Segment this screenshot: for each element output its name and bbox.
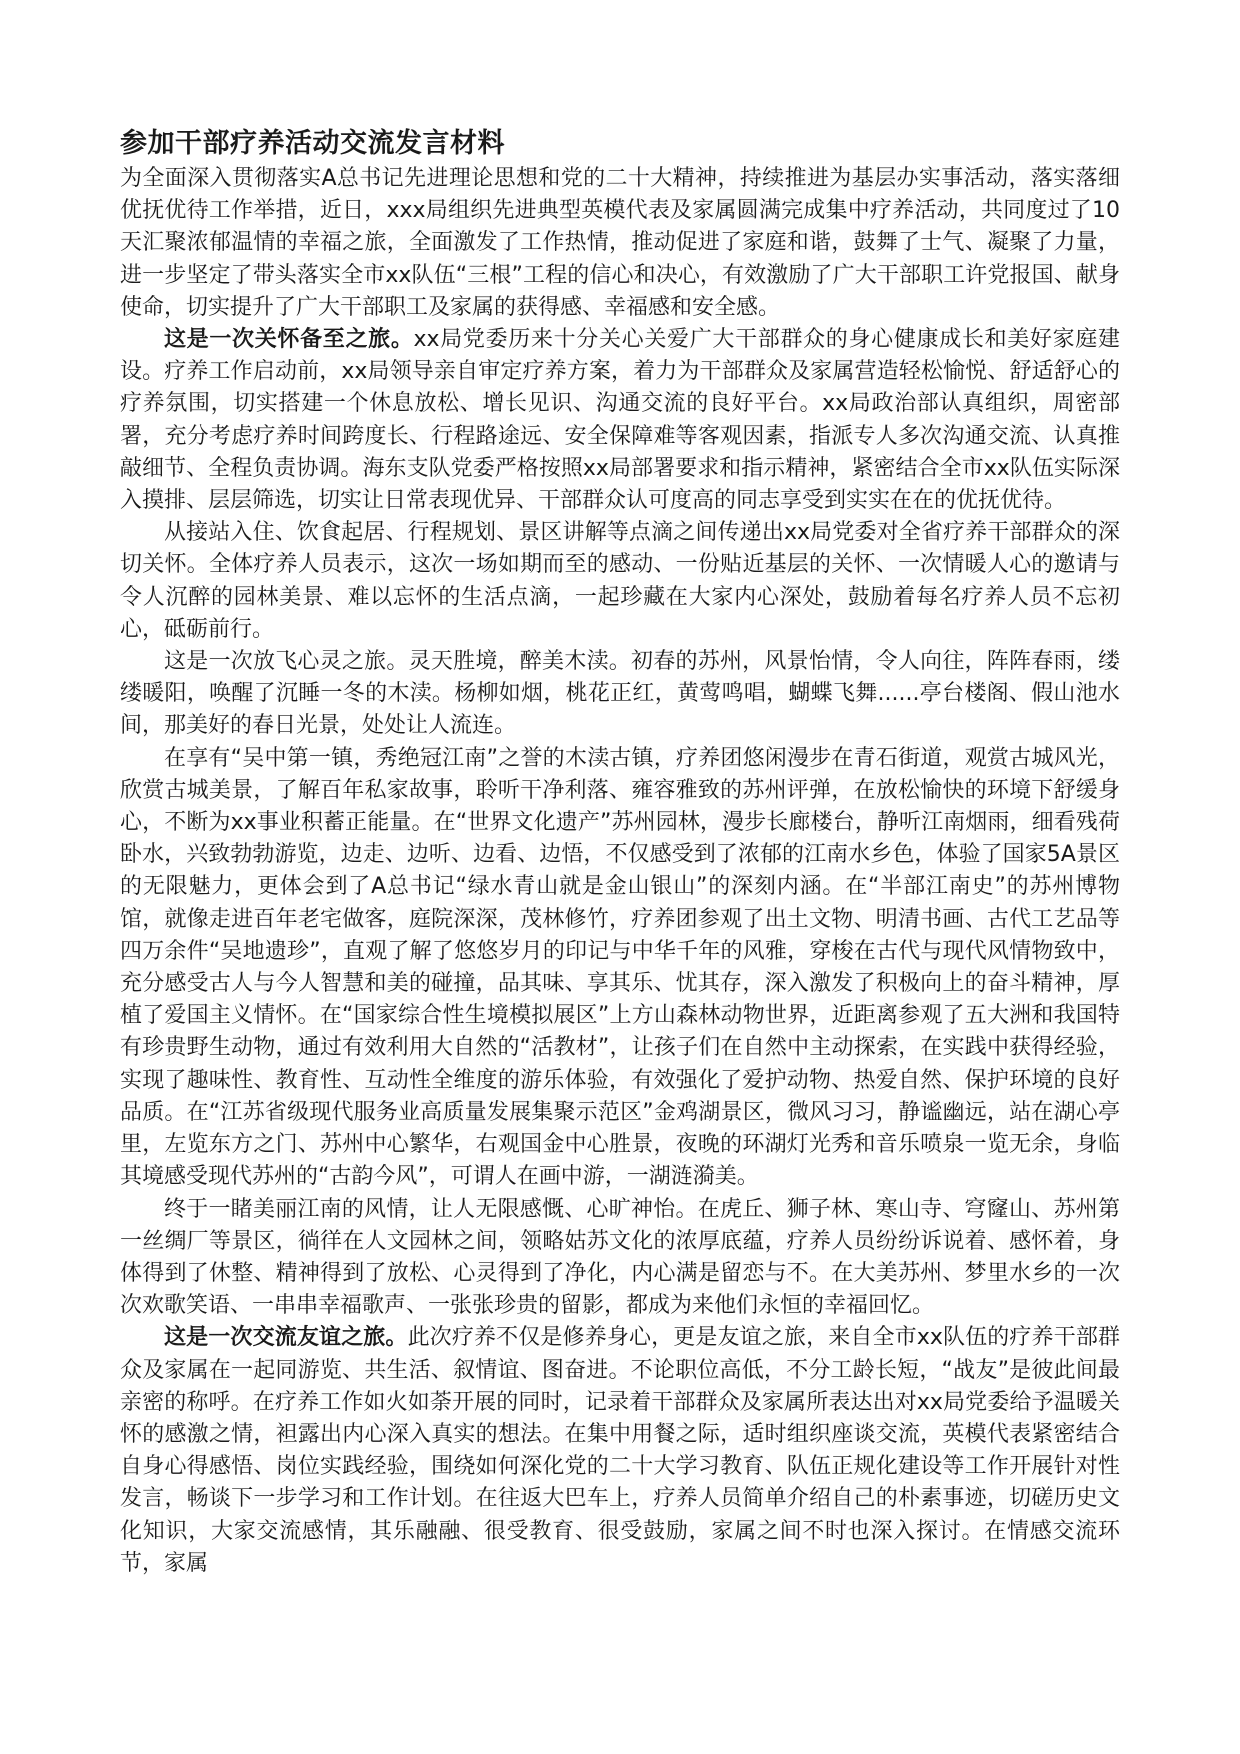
paragraph	[120, 517, 1120, 646]
paragraph	[120, 163, 1120, 324]
paragraph-text: 此次疗养不仅是修养身心，更是友谊之旅，来自全市xx队伍的疗养干部群众及家属在一起同游览、共生活、叙情谊、图奋进。不论职位高低，不分工龄长短，“战友”是彼此间最亲密的称呼。在疗养工作如火如荼开展的同时，记录着干部群众及家属所表达出对xx局党委给予温暖关怀的感激之情，袒露出内心深入真实的想法。在集中用餐之际，适时组织座谈交流，英模代表紧密结合自身心得感悟、岗位实践经验，围绕如何深化党的二十大学习教育、队伍正规化建设等工作开展针对性发言，畅谈下一步学习和工作计划。在往返大巴车上，疗养人员简单介绍自己的朴素事迹，切磋历史文化知识，大家交流感情，其乐融融、很受教育、很受鼓励，家属之间不时也深入探讨。在情感交流环节，家属	[120, 1325, 1120, 1576]
paragraph-text: 在享有“吴中第一镇，秀绝冠江南”之誉的木渎古镇，疗养团悠闲漫步在青石街道，观赏古城风光，欣赏古城美景，了解百年私家故事，聆听干净利落、雍容雅致的苏州评弹，在放松愉快的环境下舒缓身心，不断为xx事业积蓄正能量。在“世界文化遗产”苏州园林，漫步长廊楼台，静听江南烟雨，细看残荷卧水，兴致勃勃游览，边走、边听、边看、边悟，不仅感受到了浓郁的江南水乡色，体验了国家5A景区的无限魅力，更体会到了A总书记“绿水青山就是金山银山”的深刻内涵。在“半部江南史”的苏州博物馆，就像走进百年老宅做客，庭院深深，茂林修竹，疗养团参观了出土文物、明清书画、古代工艺品等四万余件“吴地遗珍”，直观了解了悠悠岁月的印记与中华千年的风雅，穿梭在古代与现代风情物致中，充分感受古人与今人智慧和美的碰撞，品其味、享其乐、忧其存，深入激发了积极向上的奋斗精神，厚植了爱国主义情怀。在“国家综合性生境模拟展区”上方山森林动物世界，近距离参观了五大洲和我国特有珍贵野生动物，通过有效利用大自然的“活教材”，让孩子们在自然中主动探索，在实践中获得经验，实现了趣味性、教育性、互动性全维度的游乐体验，有效强化了爱护动物、热爱自然、保护环境的良好品质。在“江苏省级现代服务业高质量发展集聚示范区”金鸡湖景区，微风习习，静谧幽远，站在湖心亭里，左览东方之门、苏州中心繁华，右观国金中心胜景，夜晚的环湖灯光秀和音乐喷泉一览无余，身临其境感受现代苏州的“古韵今风”，可谓人在画中游，一湖涟漪美。	[120, 745, 1120, 1190]
paragraph	[120, 1194, 1120, 1323]
paragraph-lead: 这是一次交流友谊之旅。	[164, 1325, 408, 1351]
document-body	[120, 163, 1120, 1580]
paragraph-text: xx局党委历来十分关心关爱广大干部群众的身心健康成长和美好家庭建设。疗养工作启动前，xx局领导亲自审定疗养方案，着力为干部群众及家属营造轻松愉悦、舒适舒心的疗养氛围，切实搭建一个休息放松、增长见识、沟通交流的良好平台。xx局政治部认真组织，周密部署，充分考虑疗养时间跨度长、行程路途远、安全保障难等客观因素，指派专人多次沟通交流、认真推敲细节、全程负责协调。海东支队党委严格按照xx局部署要求和指示精神，紧密结合全市xx队伍实际深入摸排、层层筛选，切实让日常表现优异、干部群众认可度高的同志享受到实实在在的优抚优待。	[120, 327, 1120, 514]
paragraph-text: 这是一次放飞心灵之旅。灵天胜境，醉美木渎。初春的苏州，风景怡情，令人向往，阵阵春雨，缕缕暖阳，唤醒了沉睡一冬的木渎。杨柳如烟，桃花正红，黄莺鸣唱，蝴蝶飞舞......亭台楼阁、假山池水间，那美好的春日光景，处处让人流连。	[120, 649, 1120, 739]
paragraph-text: 为全面深入贯彻落实A总书记先进理论思想和党的二十大精神，持续推进为基层办实事活动，落实落细优抚优待工作举措，近日，xxx局组织先进典型英模代表及家属圆满完成集中疗养活动，共同度过了10天汇聚浓郁温情的幸福之旅，全面激发了工作热情，推动促进了家庭和谐，鼓舞了士气、凝聚了力量，进一步坚定了带头落实全市xx队伍“三根”工程的信心和决心，有效激励了广大干部职工许党报国、献身使命，切实提升了广大干部职工及家属的获得感、幸福感和安全感。	[120, 166, 1120, 320]
paragraph	[120, 324, 1120, 517]
document-title: 参加干部疗养活动交流发言材料	[120, 128, 505, 159]
document-page	[120, 125, 1120, 1580]
paragraph	[120, 1322, 1120, 1580]
paragraph	[120, 646, 1120, 743]
paragraph-text: 终于一睹美丽江南的风情，让人无限感慨、心旷神怡。在虎丘、狮子林、寒山寺、穹窿山、苏州第一丝绸厂等景区，徜徉在人文园林之间，领略姑苏文化的浓厚底蕴，疗养人员纷纷诉说着、感怀着，身体得到了休整、精神得到了放松、心灵得到了净化，内心满是留恋与不。在大美苏州、梦里水乡的一次次欢歌笑语、一串串幸福歌声、一张张珍贵的留影，都成为来他们永恒的幸福回忆。	[120, 1196, 1120, 1319]
paragraph-text: 从接站入住、饮食起居、行程规划、景区讲解等点滴之间传递出xx局党委对全省疗养干部群众的深切关怀。全体疗养人员表示，这次一场如期而至的感动、一份贴近基层的关怀、一次情暖人心的邀请与令人沉醉的园林美景、难以忘怀的生活点滴，一起珍藏在大家内心深处，鼓励着每名疗养人员不忘初心，砥砺前行。	[120, 520, 1120, 642]
paragraph	[120, 743, 1120, 1194]
paragraph-lead: 这是一次关怀备至之旅。	[164, 327, 414, 353]
